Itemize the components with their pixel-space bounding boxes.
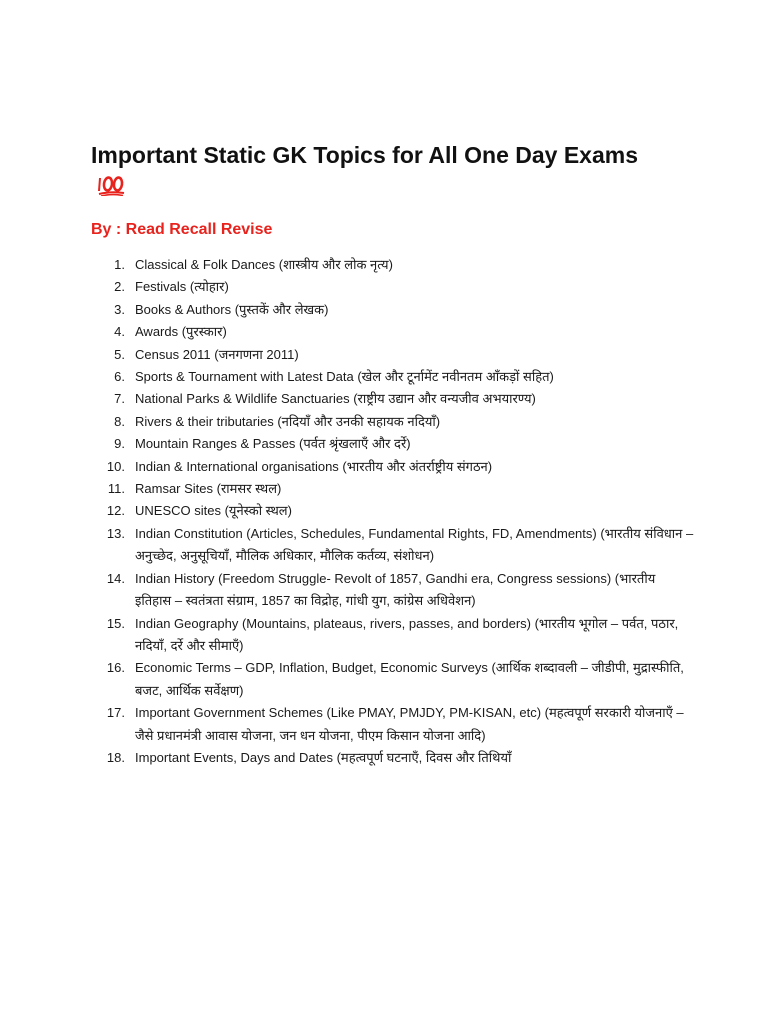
list-item-number: 13.	[106, 525, 125, 541]
list-item	[91, 433, 695, 455]
list-item-number: 1.	[114, 257, 125, 272]
list-item-text: Classical & Folk Dances (शास्त्रीय और लोक नृत्य)	[135, 257, 393, 272]
list-item-text: Economic Terms – GDP, Inflation, Budget, Economic Surveys (आर्थिक शब्दावली – जीडीपी, मुद्रास्फीति, बजट, आर्थिक सर्वेक्षण)	[135, 660, 684, 698]
list-item-number: 6.	[114, 369, 125, 385]
list-item-text: UNESCO sites (यूनेस्को स्थल)	[135, 503, 292, 519]
list-item-text: Indian Constitution (Articles, Schedules, Fundamental Rights, FD, Amendments) (भारतीय संविधान – अनुच्छेद, अनुसूचियाँ, मौलिक अधिकार, मौलिक कर्तव्य, संशोधन)	[135, 525, 694, 564]
list-item-text: Mountain Ranges & Passes (पर्वत श्रृंखलाएँ और दर्रे)	[135, 436, 411, 452]
list-item	[91, 321, 695, 343]
list-item-text: Indian Geography (Mountains, plateaus, rivers, passes, and borders) (भारतीय भूगोल – पर्वत, पठार, नदियाँ, दर्रे और सीमाएँ)	[135, 615, 679, 653]
list-item	[91, 747, 695, 769]
list-item	[91, 702, 695, 747]
list-item-number: 10.	[106, 458, 125, 474]
list-item-text: Sports & Tournament with Latest Data (खेल और टूर्नामेंट नवीनतम आँकड़ों सहित)	[135, 369, 554, 385]
list-item	[91, 478, 695, 500]
list-item	[91, 568, 695, 613]
hundred-points-emoji-icon	[97, 172, 127, 204]
list-item-text: Awards (पुरस्कार)	[135, 324, 227, 340]
list-item-text: Census 2011 (जनगणना 2011)	[135, 346, 299, 362]
list-item	[91, 456, 695, 478]
byline: By : Read Recall Revise	[91, 221, 273, 238]
list-item-number: 15.	[106, 615, 125, 631]
list-item-number: 4.	[114, 324, 125, 340]
list-item-number: 18.	[106, 749, 125, 765]
list-item-text: Ramsar Sites (रामसर स्थल)	[135, 481, 282, 497]
list-item-number: 14.	[106, 570, 125, 586]
list-item-number: 17.	[106, 705, 125, 721]
list-item-text: Indian History (Freedom Struggle- Revolt of 1857, Gandhi era, Congress sessions) (भारतीय इतिहास – स्वतंत्रता संग्राम, 1857 का विद्रोह, गांधी युग, कांग्रेस अधिवेशन)	[135, 570, 656, 609]
list-item-number: 8.	[114, 413, 125, 429]
list-item-text: Festivals (त्योहार)	[135, 279, 229, 295]
page-title	[91, 140, 651, 204]
page-title-text: Important Static GK Topics for All One Day Exams	[91, 142, 639, 168]
list-item-text: Rivers & their tributaries (नदियाँ और उनकी सहायक नदियाँ)	[135, 413, 441, 429]
list-item-text: National Parks & Wildlife Sanctuaries (राष्ट्रीय उद्यान और वन्यजीव अभयारण्य)	[135, 391, 536, 407]
list-item	[91, 411, 695, 433]
list-item-text: Books & Authors (पुस्तकें और लेखक)	[135, 301, 329, 317]
list-item	[91, 299, 695, 321]
list-item-number: 2.	[114, 279, 125, 295]
list-item-number: 9.	[114, 436, 125, 452]
list-item	[91, 657, 695, 702]
list-item	[91, 388, 695, 410]
list-item-number: 3.	[114, 301, 125, 317]
list-item-number: 12.	[106, 503, 125, 519]
list-item-text: Indian & International organisations (भारतीय और अंतर्राष्ट्रीय संगठन)	[135, 458, 493, 474]
list-item	[91, 523, 695, 568]
list-item-number: 5.	[114, 346, 125, 362]
list-item	[91, 254, 695, 276]
list-item	[91, 344, 695, 366]
list-item-text: Important Events, Days and Dates (महत्वपूर्ण घटनाएँ, दिवस और तिथियाँ	[135, 749, 512, 765]
list-item-number: 7.	[114, 391, 125, 407]
topic-list	[91, 254, 708, 769]
list-item-number: 16.	[106, 660, 125, 676]
list-item	[91, 276, 695, 298]
list-item-text: Important Government Schemes (Like PMAY, PMJDY, PM-KISAN, etc) (महत्वपूर्ण सरकारी योजनाएँ – जैसे प्रधानमंत्री आवास योजना, जन धन योजना, पीएम किसान योजना आदि)	[135, 705, 684, 743]
list-item	[91, 500, 695, 522]
list-item-number: 11.	[107, 481, 125, 497]
list-item	[91, 613, 695, 658]
list-item	[91, 366, 695, 388]
